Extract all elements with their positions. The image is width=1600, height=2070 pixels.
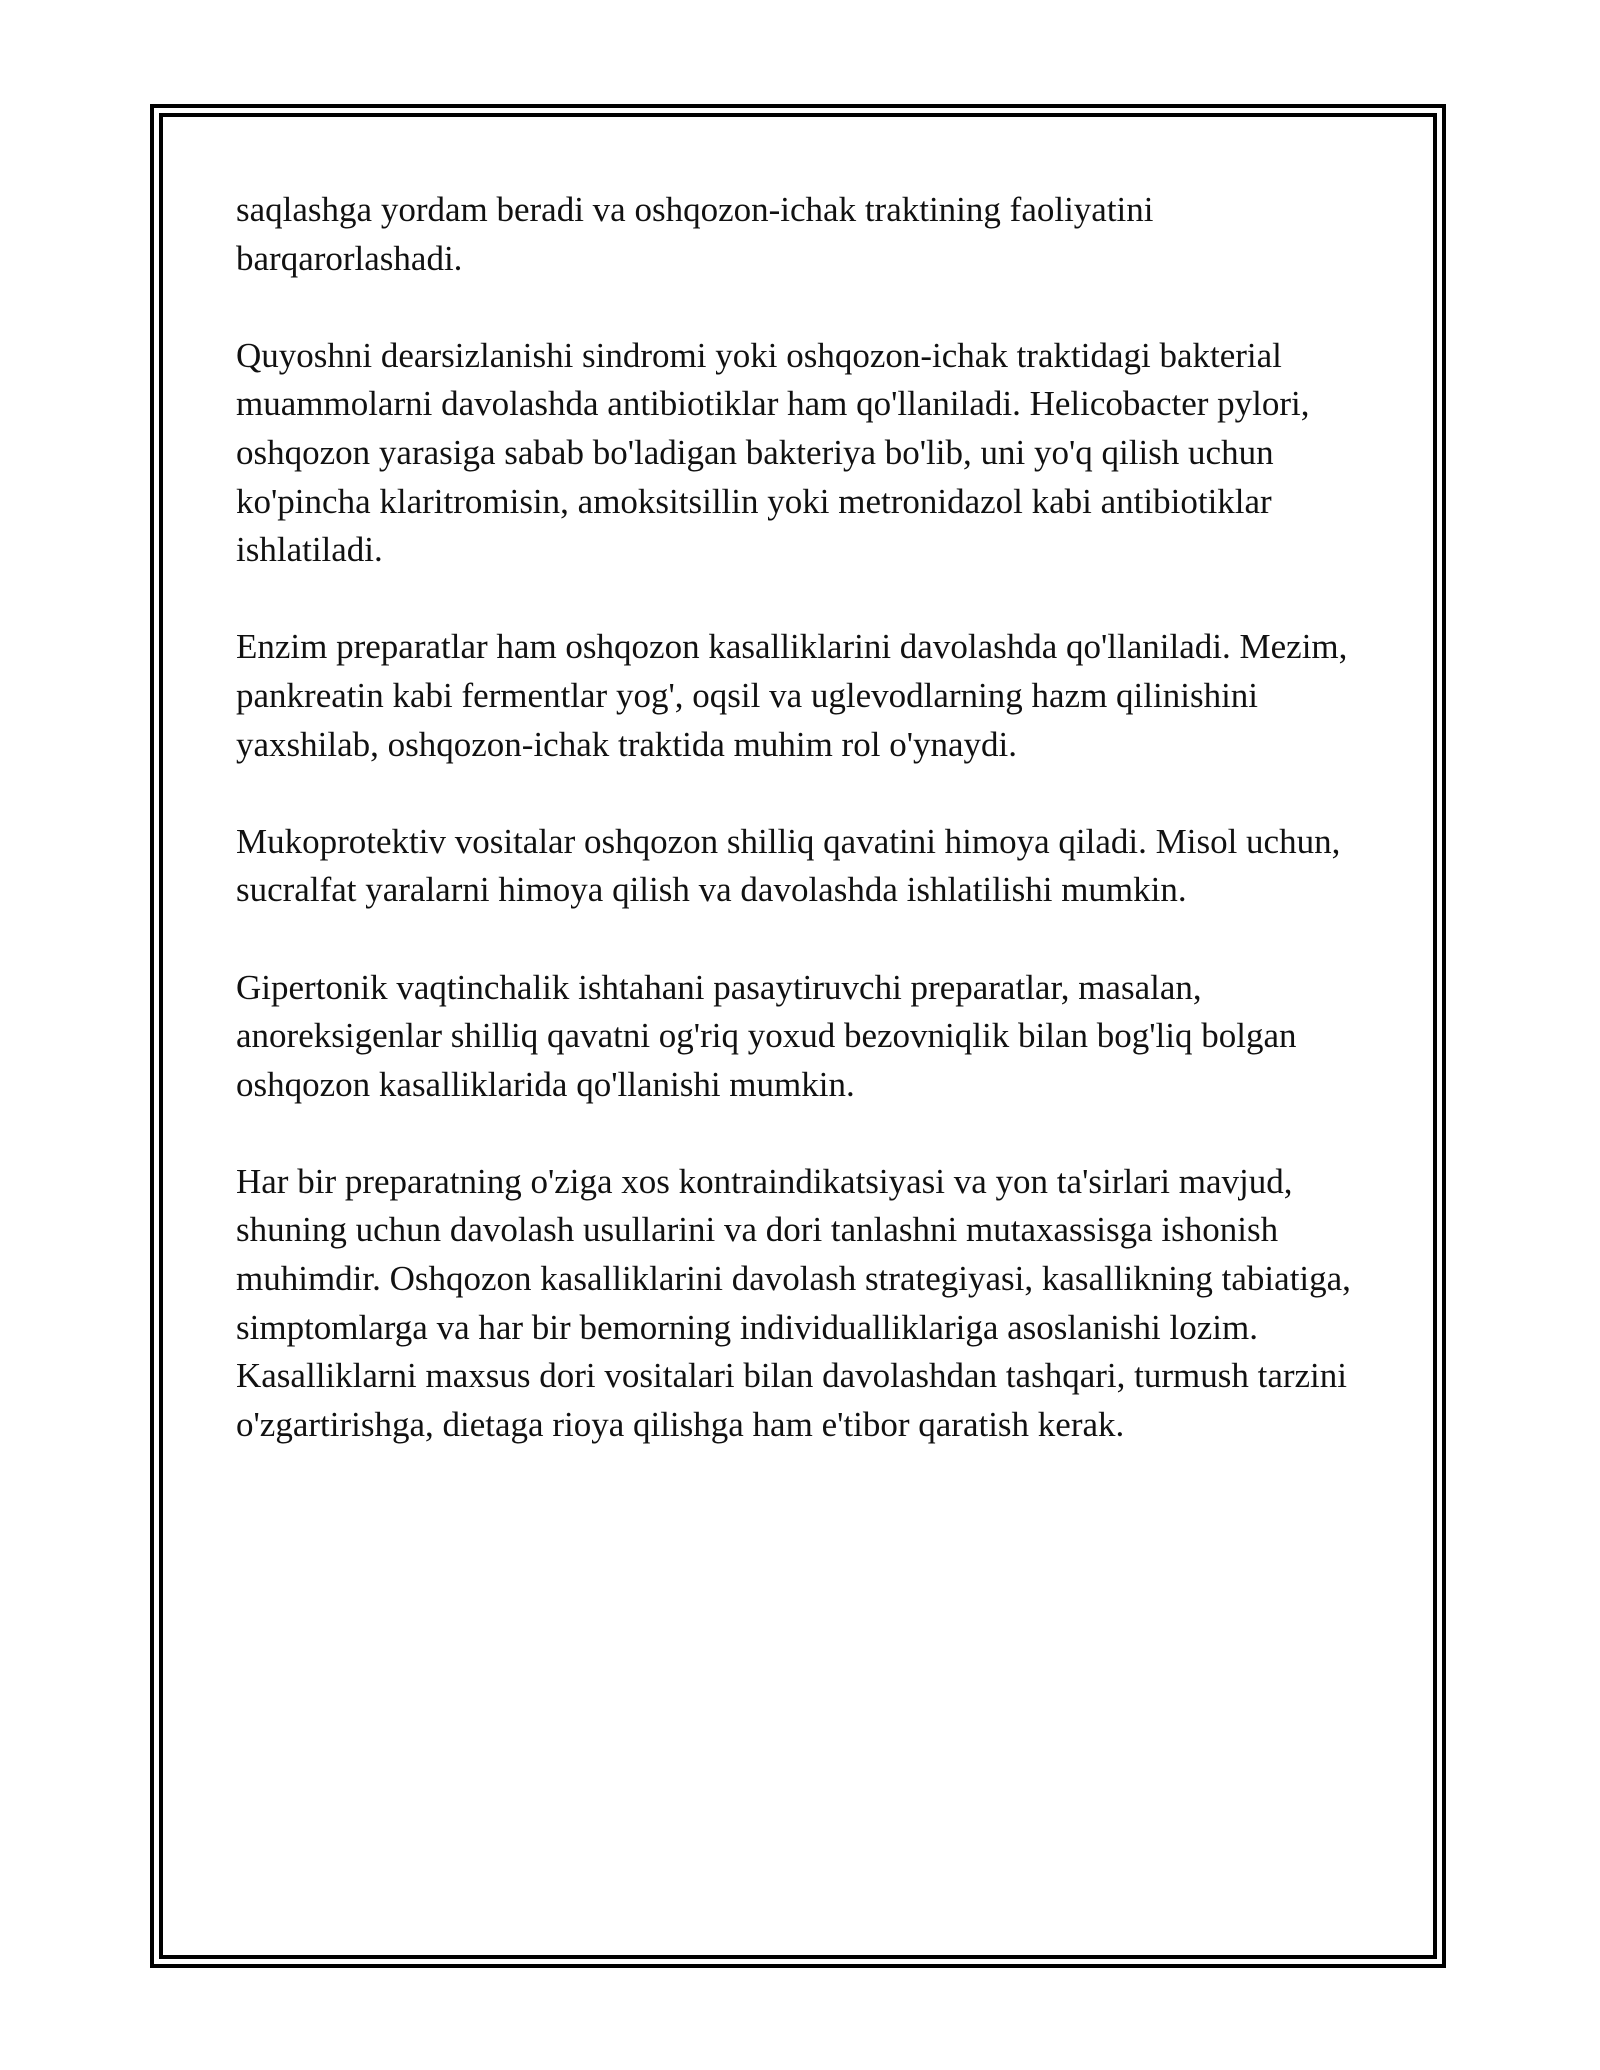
paragraph-2: Quyoshni dearsizlanishi sindromi yoki oshqozon-ichak traktidagi bakterial muammolarni davolashda antibiotiklar ham qo'llaniladi. Helicobacter pylori, oshqozon yarasiga sabab bo'ladigan bakteriya bo'lib, uni yo'q qilish uchun ko'pincha klaritromisin, amoksitsillin yoki metronidazol kabi antibiotiklar ishlatiladi. [236,335,1310,570]
paragraph-5: Gipertonik vaqtinchalik ishtahani pasaytiruvchi preparatlar, masalan, anoreksigenlar shilliq qavatni og'riq yoxud bezovniqlik bilan bog'liq bolgan oshqozon kasalliklarida qo'llanishi mumkin. [236,967,1297,1104]
paragraph-3: Enzim preparatlar ham oshqozon kasalliklarini davolashda qo'llaniladi. Mezim, pankreatin kabi fermentlar yog', oqsil va uglevodlarning hazm qilinishini yaxshilab, oshqozon-ichak traktida muhim rol o'ynaydi. [236,627,1348,764]
document-body [236,186,1376,1449]
paragraph-6: Har bir preparatning o'ziga xos kontraindikatsiyasi va yon ta'sirlari mavjud, shuning uchun davolash usullarini va dori tanlashni mutaxassisga ishonish muhimdir. Oshqozon kasalliklarini davolash strategiyasi, kasallikning tabiatiga, simptomlarga va har bir bemorning individualliklariga asoslanishi lozim. Kasalliklarni maxsus dori vositalari bilan davolashdan tashqari, turmush tarzini o'zgartirishga, dietaga rioya qilishga ham e'tibor qaratish kerak. [236,1161,1351,1444]
paragraph-4: Mukoprotektiv vositalar oshqozon shilliq qavatini himoya qiladi. Misol uchun, sucralfat yaralarni himoya qilish va davolashda ishlatilishi mumkin. [236,821,1341,910]
paragraph-1: saqlashga yordam beradi va oshqozon-ichak traktining faoliyatini barqarorlashadi. [236,190,1154,278]
